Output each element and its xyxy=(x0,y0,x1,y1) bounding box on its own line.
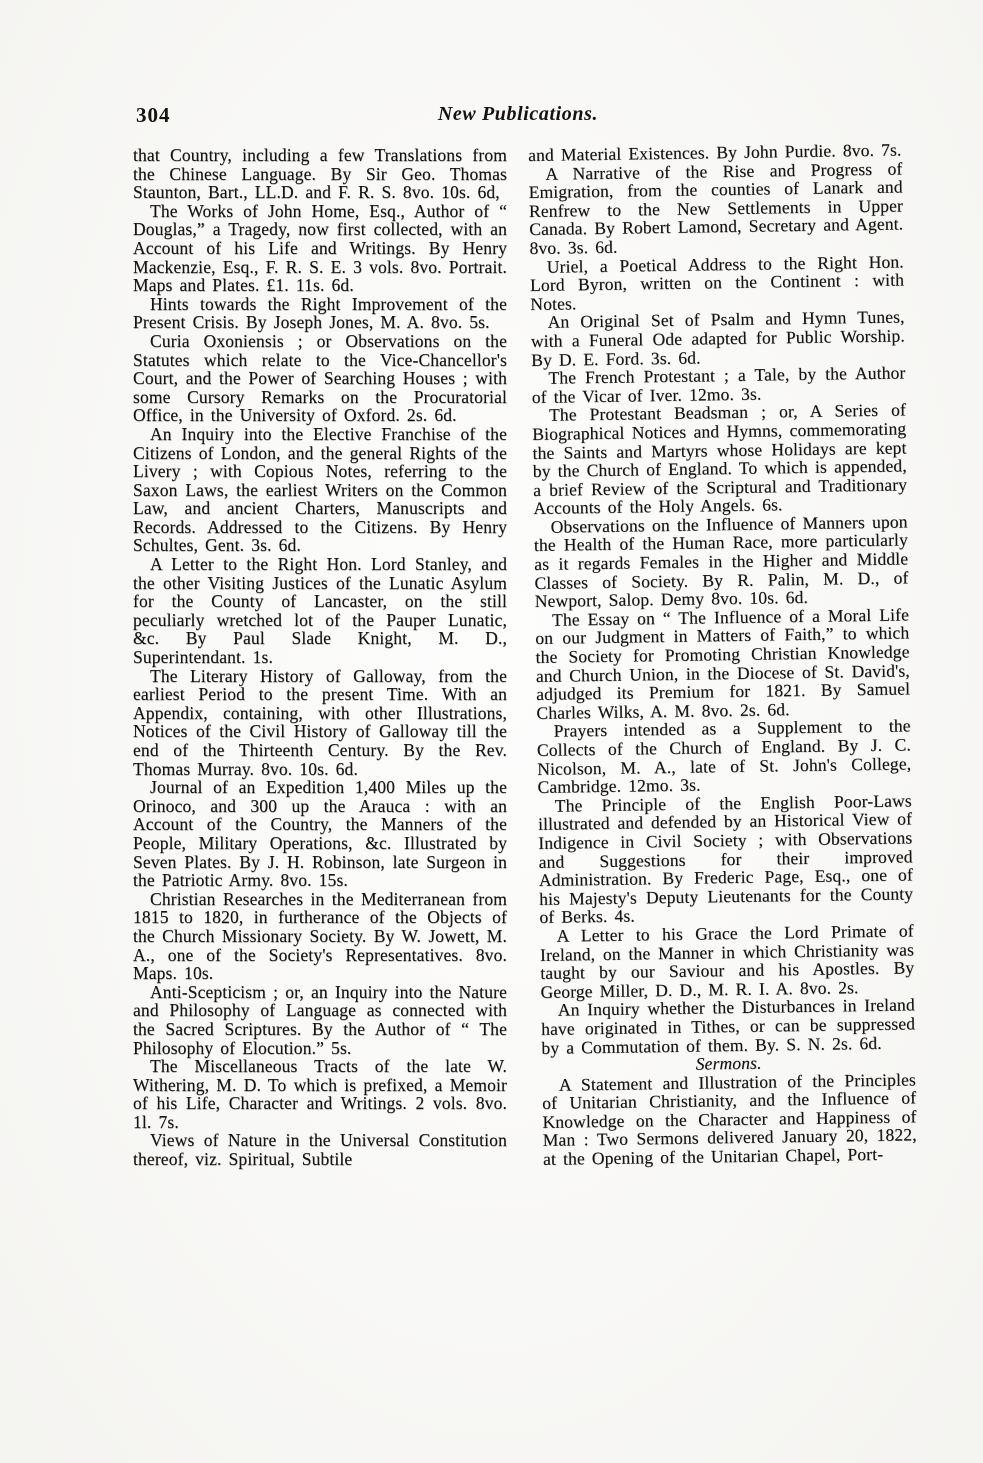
sermons-section-heading: Sermons. xyxy=(695,1052,762,1074)
publication-entry: A Letter to the Right Hon. Lord Stanley, and the other Visiting Justices of the Lunatic Asylum for the County of Lancaster, on the still peculiarly wretched lot of the Pauper Lunatic, &c. By Paul Slade Knight, M. D., Superintendant. 1s. xyxy=(133,554,507,668)
publication-entry: Curia Oxoniensis ; or Observations on the Statutes which relate to the Vice-Chancellor's Court, and the Power of Searching Houses ; with some Cursory Remarks on the Procuratorial Office, in the University of Oxford. 2s. 6d. xyxy=(133,330,507,426)
right-column xyxy=(528,140,917,1168)
publication-entry: and Material Existences. By John Purdie. 8vo. 7s. xyxy=(527,139,902,165)
publication-entry: The Miscellaneous Tracts of the late W. Withering, M. D. To which is prefixed, a Memoir of his Life, Character and Writings. 2 vols. 8vo. 1l. 7s. xyxy=(133,1056,507,1132)
publication-entry: Prayers intended as a Supplement to the Collects of the Church of England. By J. C. Nicolson, M. A., late of St. John's College, Cambridge. 12mo. 3s. xyxy=(536,715,912,798)
publication-entry: The French Protestant ; a Tale, by the Author of the Vicar of Iver. 12mo. 3s. xyxy=(531,362,906,407)
publication-entry: The Principle of the English Poor-Laws illustrated and defended by an Historical View of Indigence in Civil Society ; with Observations and Suggestions for their improved Administration. By Frederic Page, Esq., one of his Majesty's Deputy Lieutenants for the County of Berks. 4s. xyxy=(537,790,914,928)
publication-entry: Views of Nature in the Universal Constitution thereof, viz. Spiritual, Subtile xyxy=(133,1130,507,1170)
publication-entry: that Country, including a few Translations from the Chinese Language. By Sir Geo. Thomas Staunton, Bart., LL.D. and F. R. S. 8vo. 10s. 6d, xyxy=(133,145,507,203)
running-header xyxy=(133,103,903,133)
left-column xyxy=(133,146,507,1169)
publication-entry: The Works of John Home, Esq., Author of “ Douglas,” a Tragedy, now first collected, with an Account of his Life and Writings. By Henry Mackenzie, Esq., F. R. S. E. 3 vols. 8vo. Portrait. Maps and Plates. £1. 11s. 6d. xyxy=(133,200,507,296)
publication-entry: The Literary History of Galloway, from the earliest Period to the present Time. With an Appendix, containing, with other Illustrations, Notices of the Civil History of Galloway till the end of the Thirteenth Century. By the Rev. Thomas Murray. 8vo. 10s. 6d. xyxy=(133,665,507,779)
page-number: 304 xyxy=(136,103,171,127)
page-title: New Publications. xyxy=(437,103,599,125)
publication-entry: An Inquiry whether the Disturbances in Ireland have originated in Tithes, or can be suppressed by a Commutation of them. By. S. N. 2s. 6d. xyxy=(540,994,916,1058)
publication-entry: A Narrative of the Rise and Progress of Emigration, from the counties of Lanark and Renfrew to the New Settlements in Upper Canada. By Robert Lamond, Secretary and Agent. 8vo. 3s. 6d. xyxy=(528,158,904,258)
publication-entry: Christian Researches in the Mediterranean from 1815 to 1820, in furtherance of the Objects of the Church Missionary Society. By W. Jowett, M. A., one of the Society's Representatives. 8vo. Maps. 10s. xyxy=(133,888,507,984)
publication-entry: The Protestant Beadsman ; or, A Series of Biographical Notices and Hymns, commemorating the Saints and Martyrs whose Holidays are kept by the Church of England. To which is appended, a brief Review of the Scriptural and Traditionary Accounts of the Holy Angels. 6s. xyxy=(532,399,908,519)
publication-entry: A Statement and Illustration of the Principles of Unitarian Christianity, and the Influence of Knowledge on the Character and Happiness of Man : Two Sermons delivered January 20, 1822, at the Opening of the Unitarian Chapel, Port- xyxy=(542,1069,917,1169)
publication-entry: An Original Set of Psalm and Hymn Tunes, with a Funeral Ode adapted for Public Worship. By D. E. Ford. 3s. 6d. xyxy=(530,306,905,370)
publication-entry: An Inquiry into the Elective Franchise of the Citizens of London, and the general Rights of the Livery ; with Copious Notes, referring to the Saxon Laws, the earliest Writers on the Common Law, and ancient Charters, Manuscripts and Records. Addressed to the Citizens. By Henry Schultes, Gent. 3s. 6d. xyxy=(133,423,507,556)
publication-entry: A Letter to his Grace the Lord Primate of Ireland, on the Manner in which Christianity was taught by our Saviour and his Apostles. By George Miller, D. D., M. R. I. A. 8vo. 2s. xyxy=(539,920,915,1002)
publication-entry: Observations on the Influence of Manners upon the Health of the Human Race, more particularly as it regards Females in the Higher and Middle Classes of Society. By R. Palin, M. D., of Newport, Salop. Demy 8vo. 10s. 6d. xyxy=(533,511,909,612)
two-column-text-block xyxy=(133,139,917,1170)
publication-entry: Anti-Scepticism ; or, an Inquiry into the Nature and Philosophy of Language as connected with the Sacred Scriptures. By the Author of “ The Philosophy of Elocution.” 5s. xyxy=(133,981,507,1058)
publication-entry: Journal of an Expedition 1,400 Miles up the Orinoco, and 300 up the Arauca : with an Account of the Country, the Manners of the People, Military Operations, &c. Illustrated by Seven Plates. By J. H. Robinson, late Surgeon in the Patriotic Army. 8vo. 15s. xyxy=(133,777,507,891)
publication-entry: Hints towards the Right Improvement of the Present Crisis. By Joseph Jones, M. A. 8vo. 5s. xyxy=(133,293,507,333)
publication-entry: Uriel, a Poetical Address to the Right Hon. Lord Byron, written on the Continent : with Notes. xyxy=(529,251,905,314)
publication-entry: The Essay on “ The Influence of a Moral Life on our Judgment in Matters of Faith,” to which the Society for Promoting Christian Knowledge and Church Union, in the Diocese of St. David's, adjudged its Premium for 1821. By Samuel Charles Wilks, A. M. 8vo. 2s. 6d. xyxy=(535,604,911,723)
